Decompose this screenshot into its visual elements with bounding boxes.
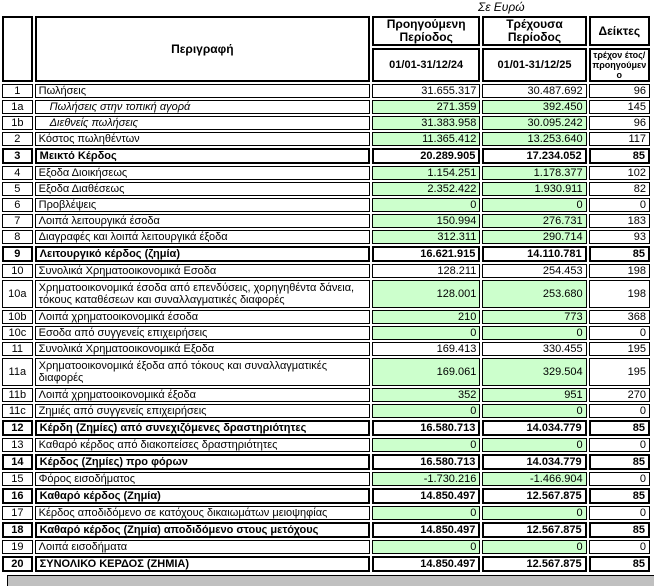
description-cell: Συνολικά Χρηματοοικονομικά Εσοδα [35, 264, 370, 278]
header-row-main [2, 16, 650, 46]
curr-value-cell: 0 [482, 540, 586, 554]
description-cell: Πωλήσεις στην τοπική αγορά [35, 100, 370, 114]
indices-header: Δείκτες [589, 16, 650, 46]
prev-value-cell: 210 [372, 310, 480, 324]
index-cell: 198 [589, 264, 650, 278]
table-row [2, 230, 650, 244]
row-number-cell: 4 [2, 166, 33, 180]
description-cell: Κέρδη (Ζημίες) από συνεχιζόμενες δραστηριότητες [35, 420, 370, 436]
curr-value-cell: 329.504 [482, 358, 586, 386]
row-number-cell: 9 [2, 246, 33, 262]
description-cell: Λοιπά λειτουργικά έσοδα [35, 214, 370, 228]
description-cell: Συνολικά Χρηματοοικονομικά Εξοδα [35, 342, 370, 356]
table-row [2, 556, 650, 572]
curr-value-cell: 253.680 [482, 280, 586, 308]
table-row [2, 454, 650, 470]
row-number-cell: 1b [2, 116, 33, 130]
curr-value-cell: 30.487.692 [482, 84, 586, 98]
prev-value-cell: 128.211 [372, 264, 480, 278]
table-row [2, 388, 650, 402]
description-cell: Διαγραφές και λοιπά λειτουργικά έξοδα [35, 230, 370, 244]
table-row [2, 420, 650, 436]
prev-value-cell: 0 [372, 404, 480, 418]
row-number-cell: 10 [2, 264, 33, 278]
table-row [2, 438, 650, 452]
description-cell: Εξοδα Διαθέσεως [35, 182, 370, 196]
row-number-cell: 11c [2, 404, 33, 418]
curr-value-cell: 0 [482, 326, 586, 340]
prev-value-cell: 16.580.713 [372, 454, 480, 470]
curr-value-cell: 1.930.911 [482, 182, 586, 196]
row-number-cell: 1 [2, 84, 33, 98]
curr-value-cell: 0 [482, 438, 586, 452]
row-number-cell: 2 [2, 132, 33, 146]
row-number-cell: 5 [2, 182, 33, 196]
description-cell: Μεικτό Κέρδος [35, 148, 370, 164]
previous-period-header: Προηγούμενη Περίοδος [372, 16, 480, 46]
table-row [2, 246, 650, 262]
index-cell: 0 [589, 472, 650, 486]
curr-value-cell: 30.095.242 [482, 116, 586, 130]
prev-value-cell: 20.289.905 [372, 148, 480, 164]
prev-value-cell: 0 [372, 326, 480, 340]
curr-value-cell: 12.567.875 [482, 488, 586, 504]
table-row [2, 506, 650, 520]
index-cell: 195 [589, 342, 650, 356]
prev-value-cell: 128.001 [372, 280, 480, 308]
index-cell: 270 [589, 388, 650, 402]
index-cell: 85 [589, 556, 650, 572]
index-cell: 195 [589, 358, 650, 386]
curr-value-cell: 290.714 [482, 230, 586, 244]
indices-subheader: τρέχον έτος/προηγούμενο [589, 48, 650, 82]
curr-value-cell: 14.034.779 [482, 454, 586, 470]
description-cell: Κόστος πωληθέντων [35, 132, 370, 146]
curr-value-cell: 392.450 [482, 100, 586, 114]
prev-value-cell: 150.994 [372, 214, 480, 228]
row-number-cell: 6 [2, 198, 33, 212]
description-cell: Πωλήσεις [35, 84, 370, 98]
bottom-gray-bar [7, 575, 654, 586]
description-cell: Λοιπά εισοδήματα [35, 540, 370, 554]
row-number-cell: 12 [2, 420, 33, 436]
prev-value-cell: 2.352.422 [372, 182, 480, 196]
row-number-cell: 1a [2, 100, 33, 114]
table-row [2, 84, 650, 98]
index-cell: 145 [589, 100, 650, 114]
description-cell: Καθαρό κέρδος (Ζημία) [35, 488, 370, 504]
prev-value-cell: 0 [372, 198, 480, 212]
prev-value-cell: 16.621.915 [372, 246, 480, 262]
prev-value-cell: 16.580.713 [372, 420, 480, 436]
curr-value-cell: 12.567.875 [482, 522, 586, 538]
table-row [2, 342, 650, 356]
description-cell: Προβλέψεις [35, 198, 370, 212]
prev-value-cell: 14.850.497 [372, 488, 480, 504]
curr-value-cell: 12.567.875 [482, 556, 586, 572]
index-cell: 198 [589, 280, 650, 308]
prev-value-cell: 0 [372, 540, 480, 554]
curr-value-cell: 254.453 [482, 264, 586, 278]
curr-value-cell: 330.455 [482, 342, 586, 356]
index-cell: 85 [589, 420, 650, 436]
prev-value-cell: 1.154.251 [372, 166, 480, 180]
table-row [2, 198, 650, 212]
table-row [2, 100, 650, 114]
curr-value-cell: 17.234.052 [482, 148, 586, 164]
row-number-cell: 10b [2, 310, 33, 324]
description-cell: Καθαρό κέρδος από διακοπείσες δραστηριότητες [35, 438, 370, 452]
row-number-cell: 10a [2, 280, 33, 308]
table-row [2, 214, 650, 228]
description-cell: Λοιπά χρηματοοικονομικά έξοδα [35, 388, 370, 402]
prev-value-cell: 0 [372, 506, 480, 520]
description-cell: Διεθνείς πωλήσεις [35, 116, 370, 130]
table-row [2, 404, 650, 418]
curr-value-cell: 1.178.377 [482, 166, 586, 180]
index-cell: 85 [589, 148, 650, 164]
row-number-cell: 11b [2, 388, 33, 402]
row-number-column-header [2, 16, 33, 82]
prev-value-cell: 14.850.497 [372, 522, 480, 538]
index-cell: 0 [589, 404, 650, 418]
curr-value-cell: 0 [482, 404, 586, 418]
table-row [2, 166, 650, 180]
curr-value-cell: 14.034.779 [482, 420, 586, 436]
row-number-cell: 18 [2, 522, 33, 538]
description-cell: Φόρος εισοδήματος [35, 472, 370, 486]
row-number-cell: 17 [2, 506, 33, 520]
row-number-cell: 16 [2, 488, 33, 504]
index-cell: 85 [589, 522, 650, 538]
table-row [2, 182, 650, 196]
table-row [2, 358, 650, 386]
prev-value-cell: 0 [372, 438, 480, 452]
prev-value-cell: 271.359 [372, 100, 480, 114]
description-cell: Κέρδος αποδιδόμενο σε κατόχους δικαιωμάτων μειοψηφίας [35, 506, 370, 520]
curr-value-cell: 773 [482, 310, 586, 324]
prev-value-cell: -1.730.216 [372, 472, 480, 486]
index-cell: 102 [589, 166, 650, 180]
index-cell: 85 [589, 454, 650, 470]
index-cell: 82 [589, 182, 650, 196]
index-cell: 96 [589, 84, 650, 98]
table-body [2, 84, 650, 572]
table-row [2, 148, 650, 164]
index-cell: 368 [589, 310, 650, 324]
current-period-dates: 01/01-31/12/25 [482, 48, 586, 82]
curr-value-cell: -1.466.904 [482, 472, 586, 486]
index-cell: 0 [589, 326, 650, 340]
curr-value-cell: 0 [482, 506, 586, 520]
row-number-cell: 14 [2, 454, 33, 470]
table-row [2, 264, 650, 278]
table-row [2, 326, 650, 340]
table-row [2, 116, 650, 130]
description-cell: Χρηματοοικονομικά έξοδα από τόκους και συναλλαγματικές διαφορές [35, 358, 370, 386]
index-cell: 85 [589, 488, 650, 504]
index-cell: 85 [589, 246, 650, 262]
description-column-header: Περιγραφή [35, 16, 370, 82]
description-cell: ΣΥΝΟΛΙΚΟ ΚΕΡΔΟΣ (ΖΗΜΙΑ) [35, 556, 370, 572]
index-cell: 96 [589, 116, 650, 130]
curr-value-cell: 14.110.781 [482, 246, 586, 262]
index-cell: 0 [589, 506, 650, 520]
currency-note: Σε Ευρώ [478, 0, 525, 14]
prev-value-cell: 31.383.958 [372, 116, 480, 130]
prev-value-cell: 31.655.317 [372, 84, 480, 98]
row-number-cell: 3 [2, 148, 33, 164]
prev-value-cell: 312.311 [372, 230, 480, 244]
table-row [2, 472, 650, 486]
row-number-cell: 7 [2, 214, 33, 228]
income-statement-table [0, 14, 652, 574]
row-number-cell: 20 [2, 556, 33, 572]
index-cell: 0 [589, 438, 650, 452]
row-number-cell: 8 [2, 230, 33, 244]
previous-period-dates: 01/01-31/12/24 [372, 48, 480, 82]
description-cell: Ζημιές από συγγενείς επιχειρήσεις [35, 404, 370, 418]
curr-value-cell: 276.731 [482, 214, 586, 228]
row-number-cell: 19 [2, 540, 33, 554]
description-cell: Λειτουργικό κέρδος (ζημία) [35, 246, 370, 262]
table-row [2, 132, 650, 146]
row-number-cell: 15 [2, 472, 33, 486]
description-cell: Εξοδα Διοικήσεως [35, 166, 370, 180]
index-cell: 0 [589, 540, 650, 554]
prev-value-cell: 169.061 [372, 358, 480, 386]
prev-value-cell: 169.413 [372, 342, 480, 356]
curr-value-cell: 951 [482, 388, 586, 402]
row-number-cell: 10c [2, 326, 33, 340]
current-period-header: Τρέχουσα Περίοδος [482, 16, 586, 46]
index-cell: 93 [589, 230, 650, 244]
table-row [2, 522, 650, 538]
table-row [2, 488, 650, 504]
table-row [2, 280, 650, 308]
row-number-cell: 11a [2, 358, 33, 386]
curr-value-cell: 0 [482, 198, 586, 212]
index-cell: 117 [589, 132, 650, 146]
table-row [2, 310, 650, 324]
row-number-cell: 13 [2, 438, 33, 452]
prev-value-cell: 14.850.497 [372, 556, 480, 572]
prev-value-cell: 352 [372, 388, 480, 402]
table-row [2, 540, 650, 554]
description-cell: Εσοδα από συγγενείς επιχειρήσεις [35, 326, 370, 340]
index-cell: 0 [589, 198, 650, 212]
description-cell: Χρηματοοικονομικά έσοδα από επενδύσεις, χορηγηθέντα δάνεια, τόκους καταθέσεων και συναλλαγματικές διαφορές [35, 280, 370, 308]
description-cell: Κέρδος (Ζημίες) προ φόρων [35, 454, 370, 470]
prev-value-cell: 11.365.412 [372, 132, 480, 146]
row-number-cell: 11 [2, 342, 33, 356]
index-cell: 183 [589, 214, 650, 228]
description-cell: Λοιπά χρηματοοικονομικά έσοδα [35, 310, 370, 324]
description-cell: Καθαρό κέρδος (Ζημία) αποδιδόμενο στους μετόχους [35, 522, 370, 538]
curr-value-cell: 13.253.640 [482, 132, 586, 146]
